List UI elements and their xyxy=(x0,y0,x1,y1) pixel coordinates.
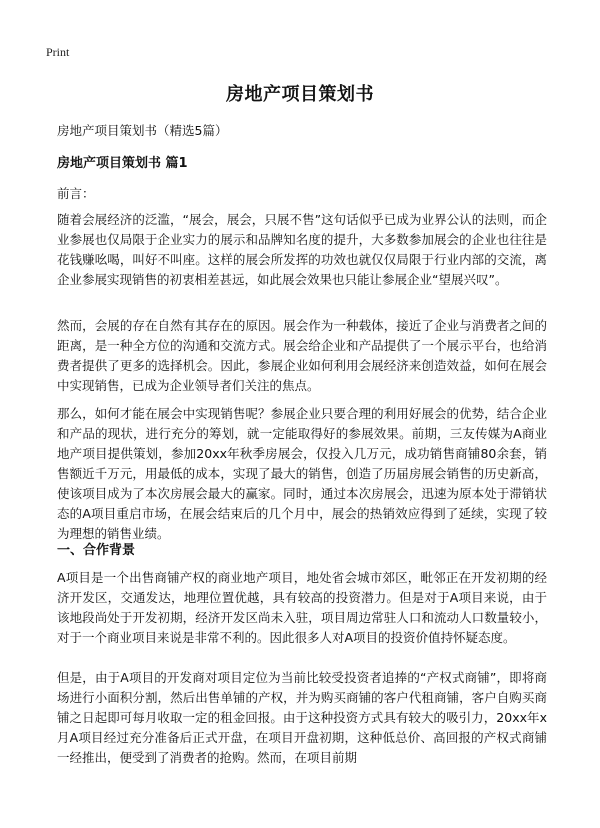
paragraph: A项目是一个出售商铺产权的商业地产项目，地处省会城市郊区，毗邻正在开发初期的经济开发区，交通发达，地理位置优越，具有较高的投资潜力。但是对于A项目来说，由于该地段尚处于开发初期，经济开发区尚未入驻，项目周边常驻人口和流动人口数量较小，对于一个商业项目来说是非常不利的。因此很多人对A项目的投资价值持怀疑态度。 xyxy=(57,570,547,645)
preface-label: 前言： xyxy=(57,186,95,201)
document-subtitle: 房地产项目策划书（精选5篇） xyxy=(57,123,228,138)
paragraph: 那么，如何才能在展会中实现销售呢？参展企业只要合理的利用好展会的优势，结合企业和产品的现状，进行充分的筹划，就一定能取得好的参展效果。前期，三友传媒为A商业地产项目提供策划，参加20xx年秋季房展会，仅投入几万元，成功销售商铺80余套，销售额近千万元，用最低的成本，实现了最大的销售，创造了历届房展会销售的历史新高，使该项目成为了本次房展会最大的赢家。同时，通过本次房展会，迅速为原本处于滞销状态的A项目重启市场，在展会结束后的几个月中，展会的热销效应得到了延续，实现了较为理想的销售业绩。 xyxy=(57,406,547,541)
page-title: 房地产项目策划书 xyxy=(226,84,374,105)
paragraph: 但是，由于A项目的开发商对项目定位为当前比较受投资者追捧的“产权式商铺”，即将商场进行小面积分割，然后出售单铺的产权，并为购买商铺的客户代租商铺，客户自购买商铺之日起即可每月收取一定的租金回报。由于这种投资方式具有较大的吸引力，20xx年x月A项目经过充分准备后正式开盘，在项目开盘初期，这种低总价、高回报的产权式商铺一经推出，便受到了消费者的抢购。然而，在项目前期 xyxy=(57,670,547,765)
paragraph: 随着会展经济的泛滥，“展会，展会，只展不售”这句话似乎已成为业界公认的法则，而企业参展也仅局限于企业实力的展示和品牌知名度的提升，大多数参加展会的企业也往往是花钱赚吆喝，叫好不叫座。这样的展会所发挥的功效也就仅仅局限于行业内部的交流，离企业参展实现销售的初衷相差甚远，如此展会效果也只能让参展企业“望展兴叹”。 xyxy=(57,212,547,287)
section-title: 房地产项目策划书 篇1 xyxy=(57,156,188,171)
print-label: Print xyxy=(46,45,70,59)
section-heading: 一、合作背景 xyxy=(57,543,136,558)
paragraph: 然而，会展的存在自然有其存在的原因。展会作为一种载体，接近了企业与消费者之间的距离，是一种全方位的沟通和交流方式。展会给企业和产品提供了一个展示平台，也给消费者提供了更多的选择机会。因此，参展企业如何利用会展经济来创造效益，如何在展会中实现销售，已成为企业领导者们关注的焦点。 xyxy=(57,318,547,393)
